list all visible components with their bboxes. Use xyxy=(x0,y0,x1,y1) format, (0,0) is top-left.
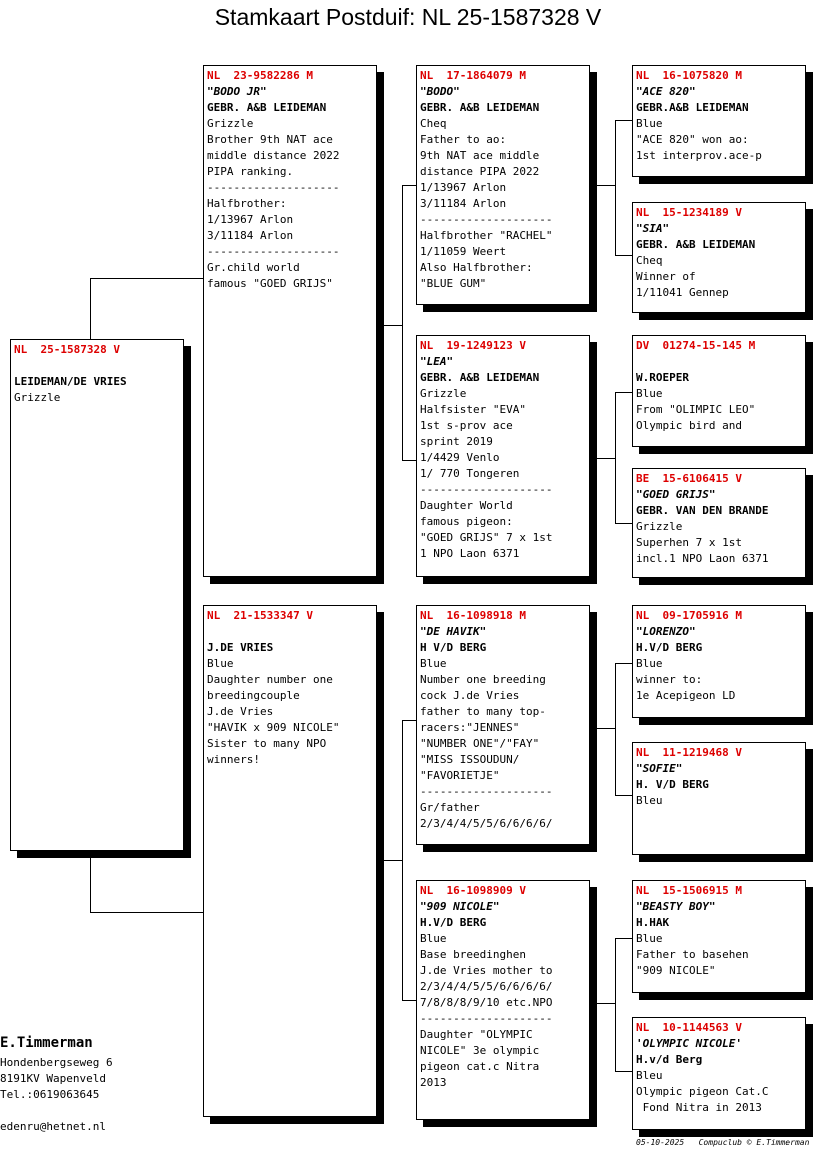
connector-line xyxy=(90,912,204,913)
pigeon-color: Bleu xyxy=(636,794,663,807)
pigeon-note-line: "FAVORIETJE" xyxy=(420,769,500,782)
ring-number: NL 21-1533347 V xyxy=(207,609,313,622)
pigeon-note-line: racers:"JENNES" xyxy=(420,721,520,734)
pigeon-owner: GEBR. A&B LEIDEMAN xyxy=(636,238,756,251)
ring-number: NL 23-9582286 M xyxy=(207,69,313,82)
pigeon-note-line: J.de Vries mother to xyxy=(420,964,553,977)
pigeon-note-line: 2013 xyxy=(420,1076,447,1089)
pigeon-note-line: 1/ 770 Tongeren xyxy=(420,467,520,480)
pigeon-note-line: 1/13967 Arlon xyxy=(207,213,294,226)
pigeon-card-mother xyxy=(203,605,377,1117)
pigeon-owner: GEBR. A&B LEIDEMAN xyxy=(207,101,327,114)
pigeon-note-line: -------------------- xyxy=(420,483,553,496)
pigeon-note-line: father to many top- xyxy=(420,705,546,718)
pigeon-owner: LEIDEMAN/DE VRIES xyxy=(14,375,127,388)
connector-line xyxy=(615,1071,632,1072)
ring-number: NL 16-1098918 M xyxy=(420,609,526,622)
pigeon-color: Cheq xyxy=(420,117,447,130)
pigeon-note-line: "ACE 820" won ao: xyxy=(636,133,749,146)
pigeon-color: Grizzle xyxy=(14,391,61,404)
connector-line xyxy=(90,278,91,340)
pigeon-owner: H.v/d Berg xyxy=(636,1053,703,1066)
pigeon-note-line: pigeon cat.c Nitra xyxy=(420,1060,540,1073)
breeder-info xyxy=(0,1035,113,1135)
pigeon-note-line: 2/3/4/4/5/5/6/6/6/6/ xyxy=(420,817,553,830)
pigeon-note-line: 1st s-prov ace xyxy=(420,419,513,432)
pigeon-owner: GEBR. A&B LEIDEMAN xyxy=(420,101,540,114)
pigeon-note-line: Winner of xyxy=(636,270,696,283)
pigeon-note-line: distance PIPA 2022 xyxy=(420,165,540,178)
blank-line xyxy=(636,354,802,370)
pigeon-note-line: "GOED GRIJS" 7 x 1st xyxy=(420,531,553,544)
pigeon-note-line: 1/11059 Weert xyxy=(420,245,507,258)
pigeon-color: Blue xyxy=(636,932,663,945)
pigeon-note-line: cock J.de Vries xyxy=(420,689,520,702)
pigeon-note-line: Halfsister "EVA" xyxy=(420,403,526,416)
pigeon-note-line: 1st interprov.ace-p xyxy=(636,149,762,162)
pigeon-name: 'OLYMPIC NICOLE' xyxy=(636,1037,742,1050)
pigeon-color: Grizzle xyxy=(420,387,467,400)
pigeon-note-line: Gr.child world xyxy=(207,261,300,274)
pigeon-owner: GEBR. VAN DEN BRANDE xyxy=(636,504,769,517)
pigeon-note-line: Father to ao: xyxy=(420,133,507,146)
pigeon-card-mmm xyxy=(632,1017,806,1130)
ring-number: NL 17-1864079 M xyxy=(420,69,526,82)
ring-number: NL 09-1705916 M xyxy=(636,609,742,622)
pigeon-note-line: -------------------- xyxy=(420,1012,553,1025)
pigeon-note-line: Brother 9th NAT ace xyxy=(207,133,333,146)
connector-line xyxy=(90,850,91,912)
pigeon-owner: H.V/D BERG xyxy=(636,641,703,654)
pigeon-note-line: Halfbrother "RACHEL" xyxy=(420,229,553,242)
pigeon-owner: H. V/D BERG xyxy=(636,778,709,791)
pigeon-color: Grizzle xyxy=(636,520,683,533)
pigeon-note-line: breedingcouple xyxy=(207,689,300,702)
connector-line xyxy=(402,185,417,186)
connector-line xyxy=(402,720,403,1000)
connector-line xyxy=(615,938,616,1071)
pigeon-owner: H.V/D BERG xyxy=(420,916,487,929)
breeder-city: 8191KV Wapenveld xyxy=(0,1072,106,1085)
connector-line xyxy=(597,185,615,186)
pigeon-card-ff xyxy=(416,65,590,305)
connector-line xyxy=(597,728,615,729)
connector-line xyxy=(402,1000,417,1001)
pigeon-color: Bleu xyxy=(636,1069,663,1082)
pigeon-name: "DE HAVIK" xyxy=(420,625,487,638)
pigeon-note-line: sprint 2019 xyxy=(420,435,493,448)
pigeon-card-mmf xyxy=(632,880,806,993)
pigeon-card-subject xyxy=(10,339,184,851)
pigeon-note-line: winners! xyxy=(207,753,260,766)
pigeon-color: Grizzle xyxy=(207,117,254,130)
footer-credit: 05-10-2025 Compuclub © E.Timmerman xyxy=(636,1138,810,1147)
connector-line xyxy=(384,860,402,861)
pigeon-note-line: Daughter "OLYMPIC xyxy=(420,1028,533,1041)
pigeon-color: Blue xyxy=(636,387,663,400)
pigeon-name: "BODO" xyxy=(420,85,460,98)
pigeon-owner: J.DE VRIES xyxy=(207,641,274,654)
pigeon-color: Blue xyxy=(420,932,447,945)
pigeon-note-line: Sister to many NPO xyxy=(207,737,327,750)
pigeon-name: "ACE 820" xyxy=(636,85,696,98)
pigeon-name: "SOFIE" xyxy=(636,762,683,775)
pigeon-owner: H.HAK xyxy=(636,916,670,929)
connector-line xyxy=(615,663,632,664)
pigeon-note-line: Base breedinghen xyxy=(420,948,526,961)
pigeon-card-father xyxy=(203,65,377,577)
connector-line xyxy=(615,120,632,121)
pigeon-note-line: Superhen 7 x 1st xyxy=(636,536,742,549)
ring-number: NL 25-1587328 V xyxy=(14,343,120,356)
pigeon-note-line: Also Halfbrother: xyxy=(420,261,533,274)
pigeon-owner: W.ROEPER xyxy=(636,371,689,384)
pigeon-card-ffm xyxy=(632,202,806,313)
pigeon-note-line: -------------------- xyxy=(420,213,553,226)
pigeon-note-line: "HAVIK x 909 NICOLE" xyxy=(207,721,340,734)
ring-number: NL 11-1219468 V xyxy=(636,746,742,759)
ring-number: NL 16-1075820 M xyxy=(636,69,742,82)
ring-number: NL 10-1144563 V xyxy=(636,1021,742,1034)
pigeon-owner: H V/D BERG xyxy=(420,641,487,654)
breeder-address: Hondenbergseweg 6 xyxy=(0,1056,113,1069)
connector-line xyxy=(615,938,632,939)
pigeon-note-line: Number one breeding xyxy=(420,673,546,686)
pigeon-name: "LEA" xyxy=(420,355,454,368)
pigeon-card-fff xyxy=(632,65,806,177)
connector-line xyxy=(615,795,632,796)
pigeon-note-line: 1/4429 Venlo xyxy=(420,451,500,464)
pigeon-card-fmf xyxy=(632,335,806,447)
pigeon-name: "SIA" xyxy=(636,222,670,235)
connector-line xyxy=(615,663,616,795)
pigeon-name: "GOED GRIJS" xyxy=(636,488,716,501)
pigeon-card-fm xyxy=(416,335,590,577)
pigeon-note-line: famous "GOED GRIJS" xyxy=(207,277,333,290)
pigeon-note-line: Gr/father xyxy=(420,801,480,814)
pigeon-color: Blue xyxy=(207,657,234,670)
pigeon-note-line: -------------------- xyxy=(207,181,340,194)
pigeon-card-mff xyxy=(632,605,806,718)
pigeon-card-mfm xyxy=(632,742,806,855)
pigeon-note-line: -------------------- xyxy=(207,245,340,258)
pigeon-note-line: 1/13967 Arlon xyxy=(420,181,507,194)
pigeon-note-line: Daughter World xyxy=(420,499,513,512)
ring-number: NL 19-1249123 V xyxy=(420,339,526,352)
connector-line xyxy=(615,255,632,256)
pigeon-note-line: 1e Acepigeon LD xyxy=(636,689,736,702)
connector-line xyxy=(402,185,403,460)
pigeon-note-line: Olympic bird and xyxy=(636,419,742,432)
breeder-phone: Tel.:0619063645 xyxy=(0,1088,100,1101)
pigeon-note-line: 9th NAT ace middle xyxy=(420,149,540,162)
pigeon-card-mf xyxy=(416,605,590,845)
ring-number: DV 01274-15-145 M xyxy=(636,339,756,352)
pigeon-note-line: winner to: xyxy=(636,673,703,686)
ring-number: NL 15-1234189 V xyxy=(636,206,742,219)
pigeon-note-line: "909 NICOLE" xyxy=(636,964,716,977)
pigeon-note-line: 1/11041 Gennep xyxy=(636,286,729,299)
breeder-name: E.Timmerman xyxy=(0,1035,93,1051)
blank-line xyxy=(207,624,373,640)
breeder-email: edenru@hetnet.nl xyxy=(0,1120,106,1133)
pigeon-note-line: 3/11184 Arlon xyxy=(207,229,294,242)
pigeon-note-line: middle distance 2022 xyxy=(207,149,340,162)
connector-line xyxy=(597,1003,615,1004)
pigeon-note-line: Fond Nitra in 2013 xyxy=(636,1101,762,1114)
ring-number: NL 15-1506915 M xyxy=(636,884,742,897)
ring-number: BE 15-6106415 V xyxy=(636,472,742,485)
pigeon-note-line: J.de Vries xyxy=(207,705,274,718)
ring-number: NL 16-1098909 V xyxy=(420,884,526,897)
pigeon-note-line: From "OLIMPIC LEO" xyxy=(636,403,756,416)
pigeon-color: Blue xyxy=(636,117,663,130)
connector-line xyxy=(597,458,615,459)
pigeon-note-line: incl.1 NPO Laon 6371 xyxy=(636,552,769,565)
connector-line xyxy=(615,120,616,255)
pigeon-note-line: 7/8/8/8/9/10 etc.NPO xyxy=(420,996,553,1009)
pigeon-note-line: Father to basehen xyxy=(636,948,749,961)
pigeon-note-line: -------------------- xyxy=(420,785,553,798)
pigeon-card-fmm xyxy=(632,468,806,578)
connector-line xyxy=(384,325,402,326)
connector-line xyxy=(402,460,417,461)
connector-line xyxy=(615,523,632,524)
pigeon-note-line: Halfbrother: xyxy=(207,197,287,210)
page-title: Stamkaart Postduif: NL 25-1587328 V xyxy=(214,4,602,30)
pigeon-card-mm xyxy=(416,880,590,1120)
pigeon-owner: GEBR. A&B LEIDEMAN xyxy=(420,371,540,384)
pigeon-note-line: "MISS ISSOUDUN/ xyxy=(420,753,520,766)
connector-line xyxy=(90,278,204,279)
connector-line xyxy=(615,392,632,393)
pigeon-note-line: "NUMBER ONE"/"FAY" xyxy=(420,737,540,750)
pigeon-color: Blue xyxy=(420,657,447,670)
pigeon-note-line: NICOLE" 3e olympic xyxy=(420,1044,540,1057)
pigeon-name: "LORENZO" xyxy=(636,625,696,638)
pigeon-note-line: PIPA ranking. xyxy=(207,165,294,178)
pigeon-color: Cheq xyxy=(636,254,663,267)
pigeon-name: "BODO JR" xyxy=(207,85,267,98)
pigeon-note-line: 1 NPO Laon 6371 xyxy=(420,547,520,560)
pigeon-owner: GEBR.A&B LEIDEMAN xyxy=(636,101,749,114)
pigeon-name: "BEASTY BOY" xyxy=(636,900,716,913)
connector-line xyxy=(615,392,616,523)
pigeon-note-line: famous pigeon: xyxy=(420,515,513,528)
pigeon-color: Blue xyxy=(636,657,663,670)
pigeon-note-line: 2/3/4/4/5/5/6/6/6/6/ xyxy=(420,980,553,993)
pigeon-note-line: 3/11184 Arlon xyxy=(420,197,507,210)
blank-line xyxy=(14,358,180,374)
pigeon-note-line: Olympic pigeon Cat.C xyxy=(636,1085,769,1098)
connector-line xyxy=(402,720,417,721)
pigeon-note-line: Daughter number one xyxy=(207,673,333,686)
pigeon-name: "909 NICOLE" xyxy=(420,900,500,913)
pigeon-note-line: "BLUE GUM" xyxy=(420,277,487,290)
